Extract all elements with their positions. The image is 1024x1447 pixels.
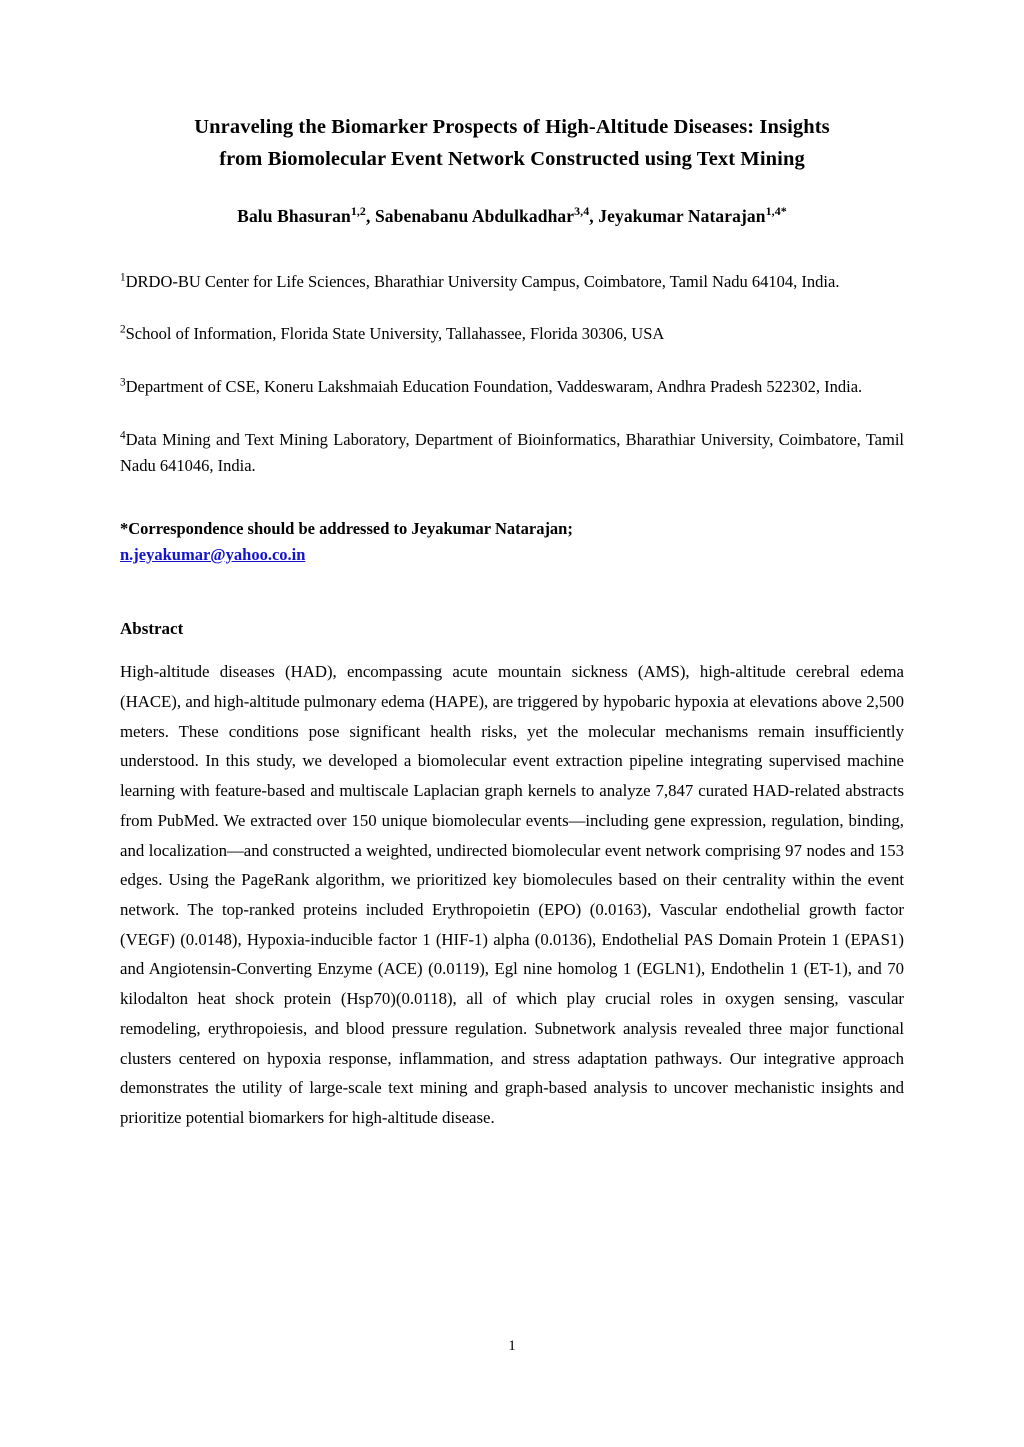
page-number: 1 xyxy=(508,1338,516,1354)
correspondence-text: *Correspondence should be addressed to Jeyakumar Natarajan; xyxy=(120,519,573,539)
affiliation-1-text: DRDO-BU Center for Life Sciences, Bharathiar University Campus, Coimbatore, Tamil Nadu 64104, India. xyxy=(125,271,840,291)
affiliation-4-text: Data Mining and Text Mining Laboratory, Department of Bioinformatics, Bharathiar University, Coimbatore, Tamil Nadu 641046, India. xyxy=(120,429,904,476)
title-line-1: Unraveling the Biomarker Prospects of High-Altitude Diseases: Insights xyxy=(194,116,830,138)
affiliation-1-marker: 1 xyxy=(120,271,126,284)
author-2-affiliation-marker: 3,4 xyxy=(574,203,590,218)
affiliation-3-marker: 3 xyxy=(120,376,126,389)
affiliation-2-marker: 2 xyxy=(120,323,126,336)
author-2-name: Sabenabanu Abdulkadhar xyxy=(374,205,575,226)
affiliation-4-marker: 4 xyxy=(120,429,126,442)
author-list xyxy=(120,203,904,227)
author-separator-1: , xyxy=(365,205,375,226)
affiliation-2-text: School of Information, Florida State University, Tallahassee, Florida 30306, USA xyxy=(125,324,665,344)
affiliation-2 xyxy=(120,321,904,348)
abstract-body: High-altitude diseases (HAD), encompassing acute mountain sickness (AMS), high-altitude cerebral edema (HACE), and high-altitude pulmonary edema (HAPE), are triggered by hypobaric hypoxia at elevations above 2,500 meters. These conditions pose significant health risks, yet the molecular mechanisms remain insufficiently understood. In this study, we developed a biomolecular event extraction pipeline integrating supervised machine learning with feature-based and multiscale Laplacian graph kernels to analyze 7,847 curated HAD-related abstracts from PubMed. We extracted over 150 unique biomolecular events—including gene expression, regulation, binding, and localization—and constructed a weighted, undirected biomolecular event network comprising 97 nodes and 153 edges. Using the PageRank algorithm, we prioritized key biomolecules based on their centrality within the event network. The top-ranked proteins included Erythropoietin (EPO) (0.0163), Vascular endothelial growth factor (VEGF) (0.0148), Hypoxia-inducible factor 1 (HIF-1) alpha (0.0136), Endothelial PAS Domain Protein 1 (EPAS1) and Angiotensin-Converting Enzyme (ACE) (0.0119), Egl nine homolog 1 (EGLN1), Endothelin 1 (ET-1), and 70 kilodalton heat shock protein (Hsp70)(0.0118), all of which play crucial roles in oxygen sensing, vascular remodeling, erythropoiesis, and blood pressure regulation. Subnetwork analysis revealed three major functional clusters centered on hypoxia response, inflammation, and stress adaptation pathways. Our integrative approach demonstrates the utility of large-scale text mining and graph-based analysis to uncover mechanistic insights and prioritize potential biomarkers for high-altitude disease. xyxy=(120,662,904,1128)
affiliation-3 xyxy=(120,374,904,401)
page-content xyxy=(120,112,904,1150)
affiliation-4 xyxy=(120,427,904,480)
abstract-heading: Abstract xyxy=(120,619,184,639)
correspondence-email-link[interactable]: n.jeyakumar@yahoo.co.in xyxy=(120,544,306,564)
author-separator-2: , xyxy=(589,205,599,226)
affiliation-1 xyxy=(120,269,904,296)
author-3-name: Jeyakumar Natarajan xyxy=(598,205,766,226)
affiliation-3-text: Department of CSE, Koneru Lakshmaiah Education Foundation, Vaddeswaram, Andhra Pradesh 522302, India. xyxy=(125,376,863,396)
author-1-name: Balu Bhasuran xyxy=(237,205,351,226)
page-title xyxy=(120,112,904,176)
correspondence-note xyxy=(120,516,904,567)
author-1-affiliation-marker: 1,2 xyxy=(350,203,366,218)
author-3-affiliation-marker: 1,4* xyxy=(765,203,787,218)
title-line-2: from Biomolecular Event Network Constructed using Text Mining xyxy=(219,147,805,170)
